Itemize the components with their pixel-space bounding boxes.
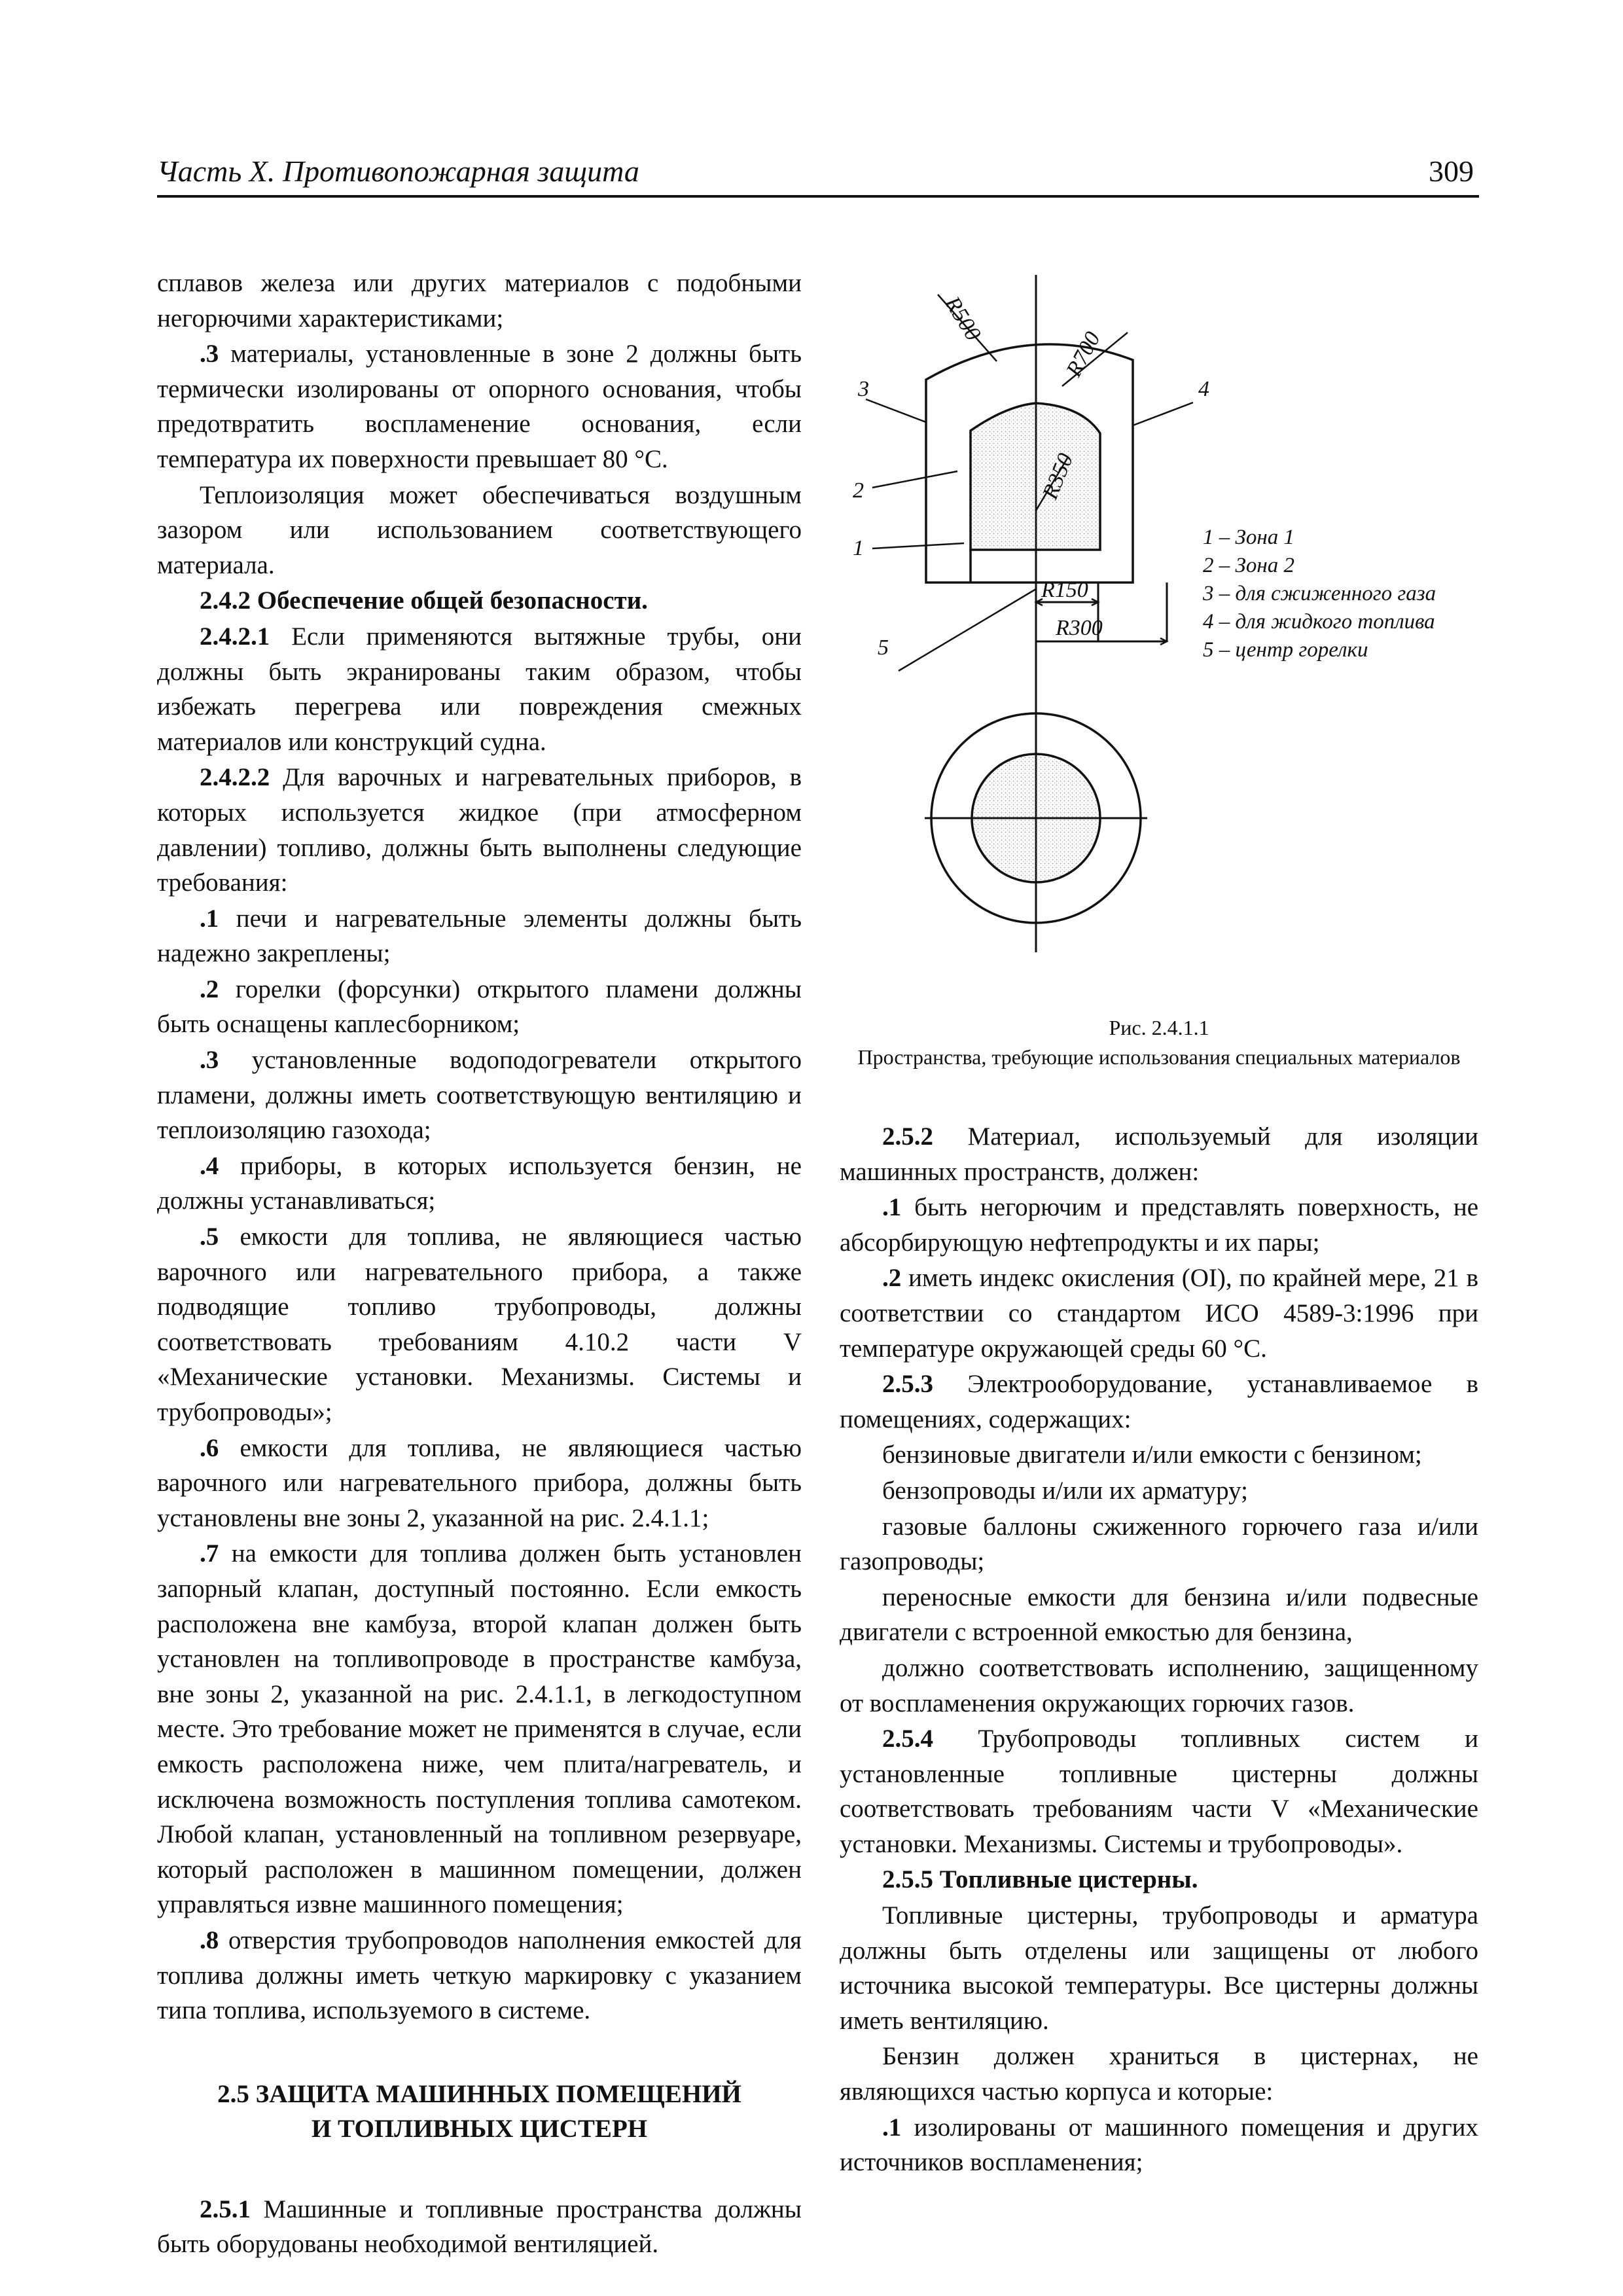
paragraph: 2.4.2.2 Для варочных и нагревательных приборов, в которых используется жидкое (при атмосферном давлении) топливо, должны быть выполнены следующие требования: <box>157 763 802 897</box>
paragraph: 2.5.2 Материал, используемый для изоляции машинных пространств, должен: <box>840 1122 1478 1186</box>
label-n1: 1 <box>853 536 864 560</box>
left-column <box>157 266 802 2263</box>
list-item: газовые баллоны сжиженного горючего газа и/или газопроводы; <box>840 1512 1478 1576</box>
label-n5: 5 <box>878 636 889 660</box>
paragraph: Теплоизоляция может обеспечиваться воздушным зазором или использованием соответствующего материала. <box>157 480 802 579</box>
list-item: бензиновые двигатели и/или емкости с бензином; <box>882 1441 1422 1469</box>
label-r500: R500 <box>940 292 986 346</box>
label-n4: 4 <box>1198 377 1209 401</box>
label-r700: R700 <box>1061 328 1105 381</box>
label-r300: R300 <box>1056 616 1103 640</box>
paragraph: Топливные цистерны, трубопроводы и арматура должны быть отделены или защищены от любого источника высокой температуры. Все цистерны должны иметь вентиляцию. <box>840 1901 1478 2035</box>
legend-item: 4 – для жидкого топлива <box>1203 610 1435 634</box>
paragraph: 2.5.3 Электрооборудование, устанавливаемое в помещениях, содержащих: <box>840 1370 1478 1433</box>
right-column <box>840 1119 1478 2181</box>
label-r350: R350 <box>1038 450 1079 503</box>
section-heading: 2.5.5 Топливные цистерны. <box>882 1865 1198 1894</box>
section-heading: 2.4.2 Обеспечение общей безопасности. <box>200 586 648 615</box>
label-n2: 2 <box>853 478 864 503</box>
list-item: переносные емкости для бензина и/или подвесные двигатели с встроенной емкостью для бензина, <box>840 1583 1478 1647</box>
paragraph: сплавов железа или других материалов с подобными негорючими характеристиками; <box>157 269 802 332</box>
figure-2-4-1-1 <box>840 262 1478 1106</box>
label-n3: 3 <box>858 377 869 401</box>
list-item: .1 быть негорючим и представлять поверхность, не абсорбирующую нефтепродукты и их пары; <box>840 1193 1478 1257</box>
list-item: .3 материалы, установленные в зоне 2 должны быть термически изолированы от опорного основания, чтобы предотвратить воспламенение основания, если температура их поверхности превышает 80 °С. <box>157 340 802 473</box>
legend-item: 3 – для сжиженного газа <box>1203 582 1436 605</box>
label-r150: R150 <box>1041 578 1088 602</box>
figure-legend <box>1203 524 1436 664</box>
page-header <box>157 149 1479 198</box>
list-item: .1 печи и нагревательные элементы должны быть надежно закреплены; <box>157 904 802 968</box>
legend-item: 1 – Зона 1 <box>1203 526 1294 549</box>
paragraph: Бензин должен храниться в цистернах, не являющихся частью корпуса и которые: <box>840 2042 1478 2106</box>
list-item: .8 отверстия трубопроводов наполнения емкостей для топлива должны иметь четкую маркировку с указанием типа топлива, используемого в системе. <box>157 1926 802 2025</box>
paragraph: 2.5.4 Трубопроводы топливных систем и установленные топливные цистерны должны соответствовать требованиям части V «Механические установки. Механизмы. Системы и трубопроводы». <box>840 1725 1478 1858</box>
list-item: бензопроводы и/или их арматуру; <box>882 1476 1248 1505</box>
running-title: Часть X. Противопожарная защита <box>157 154 639 188</box>
list-item: должно соответствовать исполнению, защищенному от воспламенения окружающих горючих газов. <box>840 1653 1478 1717</box>
list-item: .6 емкости для топлива, не являющиеся частью варочного или нагревательного прибора, должны быть установлены вне зоны 2, указанной на рис. 2.4.1.1; <box>157 1433 802 1532</box>
figure-caption-text: Пространства, требующие использования специальных материалов <box>857 1045 1461 1069</box>
list-item: .2 горелки (форсунки) открытого пламени должны быть оснащены каплесборником; <box>157 975 802 1039</box>
figure-caption-number: Рис. 2.4.1.1 <box>1109 1016 1209 1039</box>
list-item: .3 установленные водоподогреватели открытого пламени, должны иметь соответствующую вентиляцию и теплоизоляцию газохода; <box>157 1046 802 1145</box>
list-item: .4 приборы, в которых используется бензин, не должны устанавливаться; <box>157 1151 802 1215</box>
list-item: .1 изолированы от машинного помещения и других источников воспламенения; <box>840 2113 1478 2177</box>
paragraph: 2.5.1 Машинные и топливные пространства должны быть оборудованы необходимой вентиляцией. <box>157 2195 802 2259</box>
legend-item: 5 – центр горелки <box>1203 638 1368 662</box>
page-number: 309 <box>1429 154 1474 188</box>
list-item: .2 иметь индекс окисления (OI), по крайней мере, 21 в соответствии со стандартом ИСО 4589-3:1996 при температуре окружающей среды 60 °С. <box>840 1264 1478 1363</box>
figure-drawing <box>840 262 1478 1106</box>
legend-item: 2 – Зона 2 <box>1203 554 1294 577</box>
chapter-heading: 2.5 ЗАЩИТА МАШИННЫХ ПОМЕЩЕНИЙ И ТОПЛИВНЫХ ЦИСТЕРН <box>217 2079 741 2143</box>
list-item: .5 емкости для топлива, не являющиеся частью варочного или нагревательного прибора, а также подводящие топливо трубопроводы, должны соответствовать требованиям 4.10.2 части V «Механические установки. Механизмы. Системы и трубопроводы»; <box>157 1223 802 1426</box>
paragraph: 2.4.2.1 Если применяются вытяжные трубы, они должны быть экранированы таким образом, чтобы избежать перегрева или повреждения смежных материалов или конструкций судна. <box>157 622 802 756</box>
list-item: .7 на емкости для топлива должен быть установлен запорный клапан, доступный постоянно. Если емкость расположена вне камбуза, второй клапан должен быть установлен на топливопроводе в пространстве камбуза, вне зоны 2, указанной на рис. 2.4.1.1, в легкодоступном месте. Это требование может не применятся в случае, если емкость расположена ниже, чем плита/нагреватель, и исключена возможность поступления топлива самотеком. Любой клапан, установленный на топливном резервуаре, который расположен в машинном помещении, должен управляться извне машинного помещения; <box>157 1539 802 1919</box>
